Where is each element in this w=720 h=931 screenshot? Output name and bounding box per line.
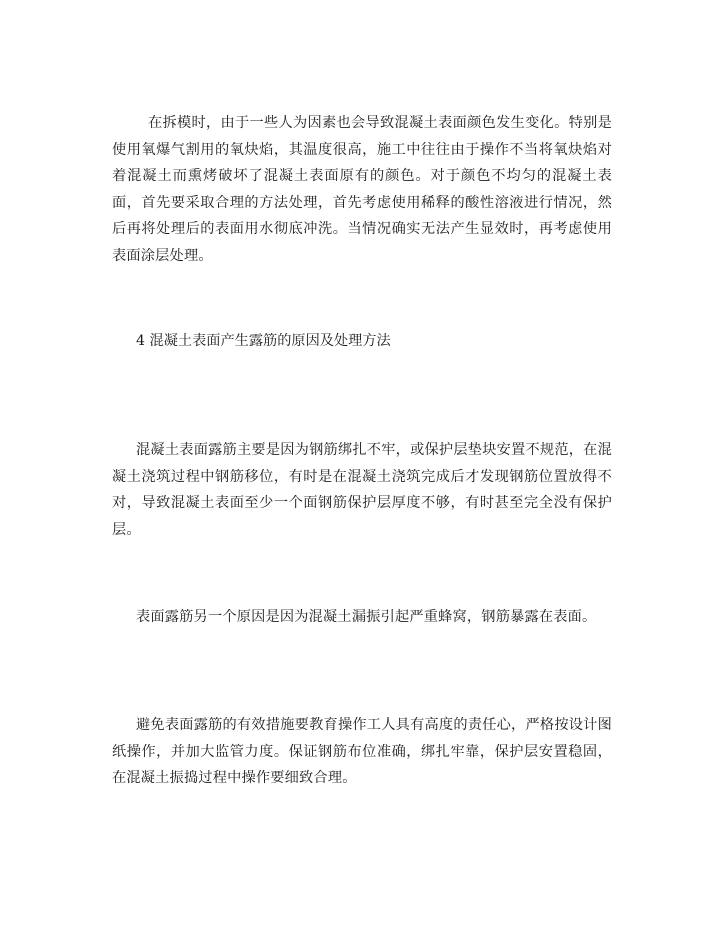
section-heading: 4 混凝土表面产生露筋的原因及处理方法 [136,333,391,349]
paragraph-prevention-measures: 避免表面露筋的有效措施要教育操作工人具有高度的责任心，严格按设计图纸操作，并加大监管力度。保证钢筋布位准确，绑扎牢靠，保护层安置稳固，在混凝土振捣过程中操作要细致合理。 [112,717,612,786]
paragraph-honeycomb-cause: 表面露筋另一个原因是因为混凝土漏振引起严重蜂窝，钢筋暴露在表面。 [136,609,597,625]
paragraph-formwork-color: 在拆模时，由于一些人为因素也会导致混凝土表面颜色发生变化。特别是使用氧爆气割用的氧炔焰，其温度很高，施工中往往由于操作不当将氧炔焰对着混凝土而熏烤破坏了混凝土表面原有的颜色。对于颜色不均匀的混凝土表面，首先要采取合理的方法处理，首先考虑使用稀释的酸性溶液进行情况，然后再将处理后的表面用水彻底冲洗。当情况确实无法产生显效时，再考虑使用表面涂层处理。 [112,115,612,264]
paragraph-exposed-rebar-causes: 混凝土表面露筋主要是因为钢筋绑扎不牢，或保护层垫块安置不规范，在混凝土浇筑过程中钢筋移位，有时是在混凝土浇筑完成后才发现钢筋位置放得不对，导致混凝土表面至少一个面钢筋保护层厚度不够，有时甚至完全没有保护层。 [112,442,612,538]
